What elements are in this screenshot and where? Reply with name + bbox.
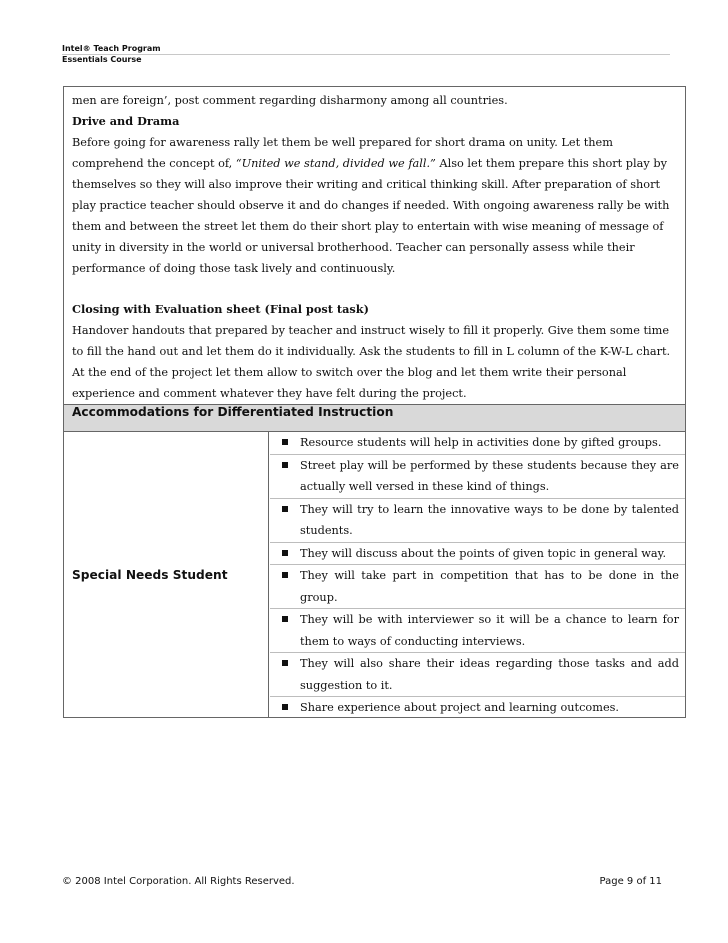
square-bullet-icon [282, 462, 288, 468]
page-number: Page 9 of 11 [599, 876, 662, 887]
list-item: They will try to learn the innovative ways to be done by talented students. [270, 499, 685, 543]
row-label-cell [64, 432, 269, 717]
page-header [62, 43, 670, 65]
special-needs-row [63, 432, 686, 718]
header-rule [62, 54, 670, 55]
square-bullet-icon [282, 616, 288, 622]
header-program: Intel® Teach Program [62, 44, 161, 53]
closing-text: Handover handouts that prepared by teacher and instruct wisely to fill it properly. Give them some time to fill the hand out and let them do it individually. Ask the students to fill in L column of the K-W-L chart. At the end of the project let them allow to switch over the blog and let them write their personal experience and comment whatever they have felt during the project. [72, 324, 671, 400]
square-bullet-icon [282, 506, 288, 512]
list-item: They will discuss about the points of given topic in general way. [270, 543, 685, 566]
list-item: Resource students will help in activities done by gifted groups. [270, 432, 685, 455]
square-bullet-icon [282, 660, 288, 666]
copyright-text: © 2008 Intel Corporation. All Rights Reserved. [62, 876, 295, 887]
drive-drama-heading: Drive and Drama [72, 114, 180, 128]
closing-heading: Closing with Evaluation sheet (Final post task) [72, 302, 369, 316]
accommodation-list-cell [270, 432, 685, 717]
accommodations-heading: Accommodations for Differentiated Instruction [63, 404, 686, 432]
drive-drama-text: Before going for awareness rally let them be well prepared for short drama on unity. Let them comprehend the concept of, “United we stand, divided we fall.” Also let them prepare this short play by themselves so they will also improve their writing and critical thinking skill. After preparation of short play practice teacher should observe it and do changes if needed. With ongoing awareness rally be with them and between the street let them do their short play to entertain with wise meaning of message of unity in diversity in the world or universal brotherhood. Teacher can personally assess while their performance of doing those task lively and continuously. [72, 136, 670, 275]
square-bullet-icon [282, 439, 288, 445]
accommodation-list [270, 432, 685, 719]
header-course: Essentials Course [62, 55, 142, 64]
square-bullet-icon [282, 550, 288, 556]
special-needs-label: Special Needs Student [72, 568, 228, 582]
square-bullet-icon [282, 704, 288, 710]
activity-description-box [63, 86, 686, 404]
list-item: They will also share their ideas regarding those tasks and add suggestion to it. [270, 653, 685, 697]
list-item: Share experience about project and learning outcomes. [270, 697, 685, 719]
list-item: They will be with interviewer so it will be a chance to learn for them to ways of conducting interviews. [270, 609, 685, 653]
square-bullet-icon [282, 572, 288, 578]
unity-quote: “United we stand, divided we fall.” [235, 157, 436, 170]
list-item: They will take part in competition that has to be done in the group. [270, 565, 685, 609]
list-item: Street play will be performed by these students because they are actually well versed in these kind of things. [270, 455, 685, 499]
intro-text: men are foreign’, post comment regarding disharmony among all countries. [72, 94, 508, 107]
